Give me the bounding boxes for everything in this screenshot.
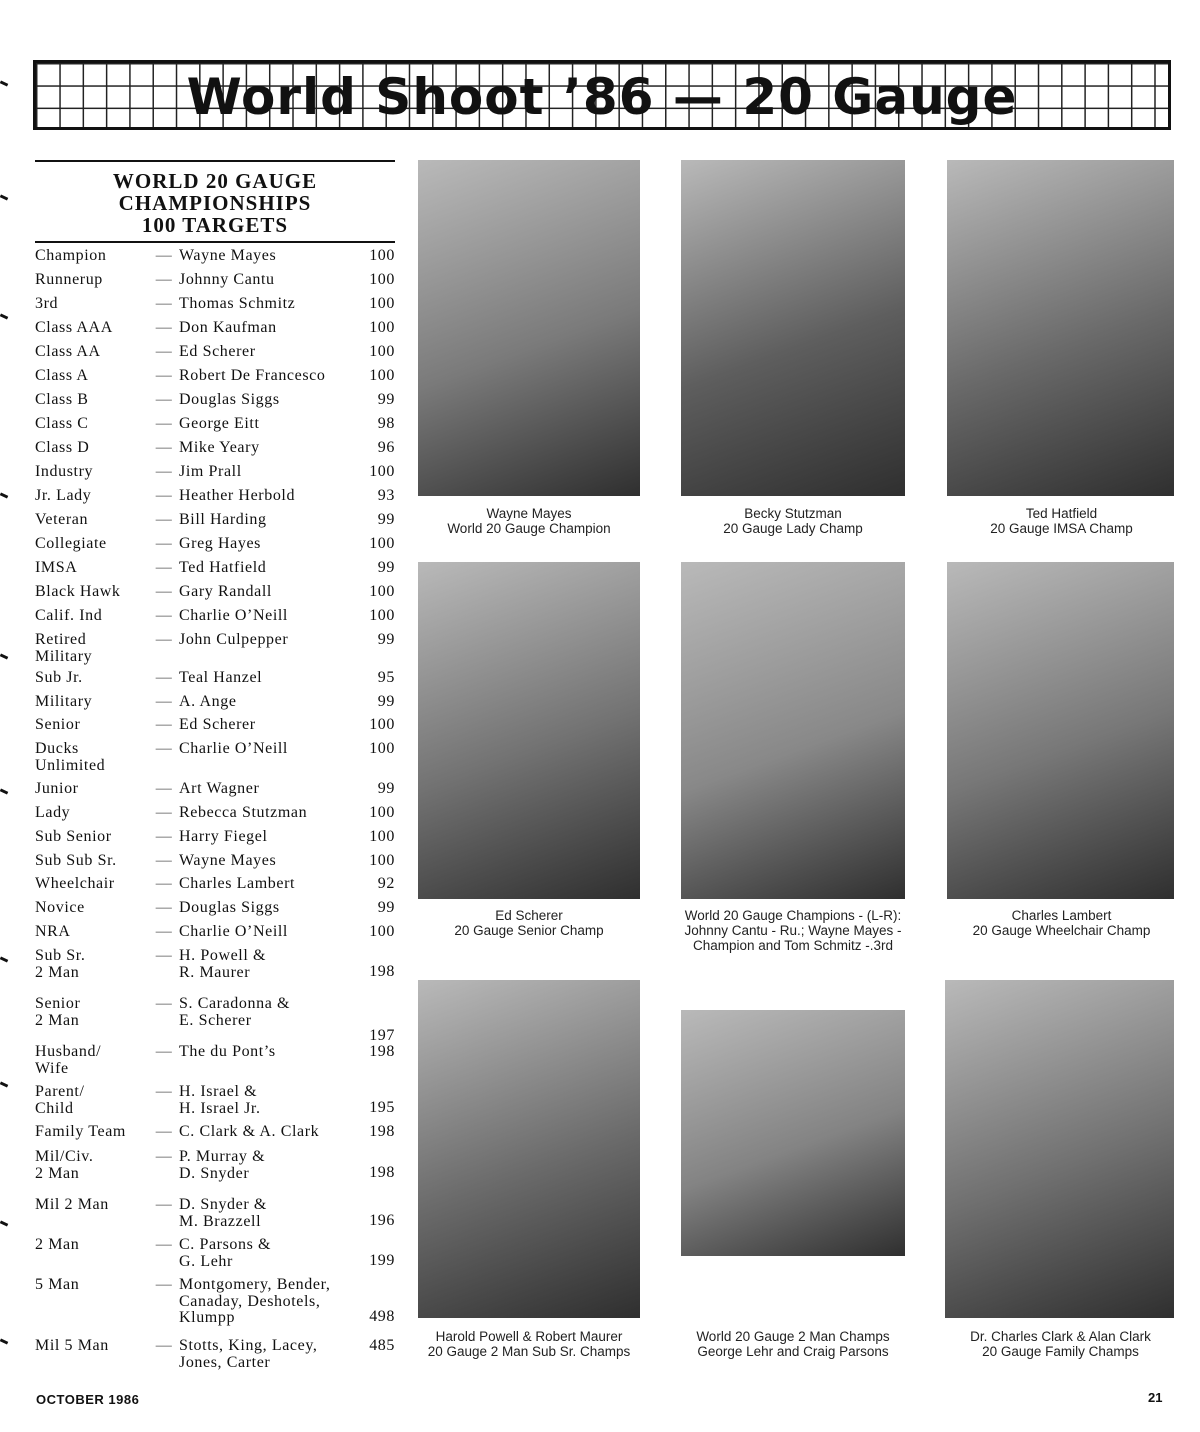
result-score: 100 bbox=[369, 923, 395, 940]
result-category: Senior 2 Man bbox=[35, 995, 81, 1029]
result-score: 100 bbox=[369, 828, 395, 845]
issue-date: OCTOBER 1986 bbox=[36, 1392, 140, 1407]
result-category: Mil 2 Man bbox=[35, 1196, 109, 1213]
result-name: Stotts, King, Lacey, Jones, Carter bbox=[179, 1337, 318, 1371]
result-dash: — bbox=[155, 947, 173, 964]
photo-caption: World 20 Gauge 2 Man Champs George Lehr and Craig Parsons bbox=[696, 1329, 890, 1359]
result-category: Retired Military bbox=[35, 631, 93, 665]
result-name: S. Caradonna & E. Scherer bbox=[179, 995, 291, 1029]
result-dash: — bbox=[155, 995, 173, 1012]
photo bbox=[418, 980, 640, 1318]
result-category: NRA bbox=[35, 923, 71, 940]
result-dash: — bbox=[155, 716, 173, 733]
result-score: 100 bbox=[369, 343, 395, 360]
result-category: Junior bbox=[35, 780, 79, 797]
result-score: 485 bbox=[369, 1337, 395, 1354]
result-score: 96 bbox=[377, 439, 395, 456]
result-category: Runnerup bbox=[35, 271, 103, 288]
result-dash: — bbox=[155, 923, 173, 940]
margin-mark bbox=[0, 788, 8, 794]
result-category: Calif. Ind bbox=[35, 607, 103, 624]
result-category: Senior bbox=[35, 716, 81, 733]
margin-mark bbox=[0, 653, 8, 659]
result-score: 196 bbox=[369, 1212, 395, 1229]
result-name: Robert De Francesco bbox=[179, 367, 326, 384]
result-name: The du Pont’s bbox=[179, 1043, 276, 1060]
result-name: Harry Fiegel bbox=[179, 828, 268, 845]
result-name: Charles Lambert bbox=[179, 875, 296, 892]
result-category: Class AA bbox=[35, 343, 101, 360]
photo-caption: World 20 Gauge Champions - (L-R): Johnny Cantu - Ru.; Wayne Mayes - Champion and Tom Schmitz -.3rd bbox=[684, 908, 902, 953]
result-category: Class A bbox=[35, 367, 89, 384]
result-name: D. Snyder & M. Brazzell bbox=[179, 1196, 267, 1230]
result-name: Bill Harding bbox=[179, 511, 267, 528]
result-dash: — bbox=[155, 247, 173, 264]
result-category: Sub Jr. bbox=[35, 669, 83, 686]
result-category: Sub Sr. 2 Man bbox=[35, 947, 86, 981]
result-dash: — bbox=[155, 487, 173, 504]
result-dash: — bbox=[155, 693, 173, 710]
result-category: 3rd bbox=[35, 295, 59, 312]
result-score: 99 bbox=[377, 899, 395, 916]
result-score: 100 bbox=[369, 583, 395, 600]
result-category: Veteran bbox=[35, 511, 89, 528]
photo bbox=[418, 160, 640, 496]
result-score: 100 bbox=[369, 804, 395, 821]
result-dash: — bbox=[155, 463, 173, 480]
result-name: Douglas Siggs bbox=[179, 391, 280, 408]
margin-mark bbox=[0, 194, 8, 200]
result-dash: — bbox=[155, 1337, 173, 1354]
result-category: Class B bbox=[35, 391, 89, 408]
result-dash: — bbox=[155, 295, 173, 312]
result-dash: — bbox=[155, 875, 173, 892]
result-dash: — bbox=[155, 1083, 173, 1100]
result-name: Rebecca Stutzman bbox=[179, 804, 308, 821]
result-score: 99 bbox=[377, 391, 395, 408]
result-score: 198 bbox=[369, 1043, 395, 1060]
page-number: 21 bbox=[1148, 1390, 1163, 1405]
result-score: 93 bbox=[377, 487, 395, 504]
result-name: P. Murray & D. Snyder bbox=[179, 1148, 266, 1182]
margin-mark bbox=[0, 492, 8, 498]
result-dash: — bbox=[155, 1123, 173, 1140]
result-category: Class D bbox=[35, 439, 90, 456]
result-dash: — bbox=[155, 559, 173, 576]
photo bbox=[418, 562, 640, 899]
photo-caption: Ed Scherer 20 Gauge Senior Champ bbox=[454, 908, 604, 938]
result-category: Class AAA bbox=[35, 319, 113, 336]
result-dash: — bbox=[155, 511, 173, 528]
result-category: Mil 5 Man bbox=[35, 1337, 109, 1354]
result-score: 95 bbox=[377, 669, 395, 686]
result-dash: — bbox=[155, 631, 173, 648]
result-name: C. Clark & A. Clark bbox=[179, 1123, 320, 1140]
result-score: 100 bbox=[369, 319, 395, 336]
result-category: Black Hawk bbox=[35, 583, 121, 600]
result-name: H. Powell & R. Maurer bbox=[179, 947, 267, 981]
result-score: 99 bbox=[377, 511, 395, 528]
result-category: Ducks Unlimited bbox=[35, 740, 106, 774]
result-dash: — bbox=[155, 535, 173, 552]
result-score: 99 bbox=[377, 631, 395, 648]
result-score: 100 bbox=[369, 463, 395, 480]
result-score: 100 bbox=[369, 740, 395, 757]
result-dash: — bbox=[155, 367, 173, 384]
result-score: 195 bbox=[369, 1099, 395, 1116]
result-category: Sub Sub Sr. bbox=[35, 852, 117, 869]
result-category: Military bbox=[35, 693, 93, 710]
result-name: Greg Hayes bbox=[179, 535, 261, 552]
result-name: Charlie O’Neill bbox=[179, 607, 288, 624]
result-name: Ed Scherer bbox=[179, 716, 256, 733]
margin-mark bbox=[0, 1081, 8, 1087]
result-score: 198 bbox=[369, 963, 395, 980]
result-dash: — bbox=[155, 1196, 173, 1213]
result-score: 498 bbox=[369, 1308, 395, 1325]
result-score: 99 bbox=[377, 559, 395, 576]
photo bbox=[947, 160, 1174, 496]
result-dash: — bbox=[155, 607, 173, 624]
result-score: 100 bbox=[369, 247, 395, 264]
result-dash: — bbox=[155, 669, 173, 686]
result-category: Collegiate bbox=[35, 535, 107, 552]
photo-caption: Becky Stutzman 20 Gauge Lady Champ bbox=[723, 506, 863, 536]
result-name: Wayne Mayes bbox=[179, 247, 277, 264]
photo-caption: Dr. Charles Clark & Alan Clark 20 Gauge Family Champs bbox=[970, 1329, 1151, 1359]
photo-caption: Charles Lambert 20 Gauge Wheelchair Champ bbox=[972, 908, 1151, 938]
result-score: 99 bbox=[377, 693, 395, 710]
result-dash: — bbox=[155, 271, 173, 288]
result-category: Champion bbox=[35, 247, 107, 264]
result-name: Charlie O’Neill bbox=[179, 740, 288, 757]
result-score: 197 bbox=[369, 1027, 395, 1044]
result-category: IMSA bbox=[35, 559, 78, 576]
result-name: A. Ange bbox=[179, 693, 237, 710]
result-name: Johnny Cantu bbox=[179, 271, 275, 288]
photo bbox=[947, 562, 1174, 899]
result-score: 100 bbox=[369, 535, 395, 552]
result-category: Industry bbox=[35, 463, 94, 480]
result-dash: — bbox=[155, 439, 173, 456]
result-score: 100 bbox=[369, 295, 395, 312]
result-category: Class C bbox=[35, 415, 89, 432]
result-score: 100 bbox=[369, 716, 395, 733]
result-dash: — bbox=[155, 899, 173, 916]
result-dash: — bbox=[155, 319, 173, 336]
result-name: Art Wagner bbox=[179, 780, 260, 797]
result-dash: — bbox=[155, 1236, 173, 1253]
result-category: 2 Man bbox=[35, 1236, 80, 1253]
margin-mark bbox=[0, 80, 8, 86]
result-category: Family Team bbox=[35, 1123, 126, 1140]
result-dash: — bbox=[155, 343, 173, 360]
result-category: Parent/ Child bbox=[35, 1083, 85, 1117]
margin-mark bbox=[0, 1220, 8, 1226]
result-name: Wayne Mayes bbox=[179, 852, 277, 869]
result-category: 5 Man bbox=[35, 1276, 80, 1293]
result-score: 100 bbox=[369, 852, 395, 869]
result-category: Sub Senior bbox=[35, 828, 112, 845]
photo-caption: Harold Powell & Robert Maurer 20 Gauge 2 Man Sub Sr. Champs bbox=[427, 1329, 631, 1359]
result-name: Teal Hanzel bbox=[179, 669, 263, 686]
result-dash: — bbox=[155, 583, 173, 600]
results-heading bbox=[35, 160, 395, 243]
photo bbox=[681, 1010, 905, 1256]
result-score: 99 bbox=[377, 780, 395, 797]
result-name: Montgomery, Bender, Canaday, Deshotels, Klumpp bbox=[179, 1276, 331, 1326]
margin-mark bbox=[0, 1338, 8, 1344]
result-dash: — bbox=[155, 1276, 173, 1293]
result-name: John Culpepper bbox=[179, 631, 289, 648]
result-category: Jr. Lady bbox=[35, 487, 92, 504]
result-dash: — bbox=[155, 1043, 173, 1060]
title-banner bbox=[33, 60, 1171, 130]
result-name: Don Kaufman bbox=[179, 319, 277, 336]
result-name: Mike Yeary bbox=[179, 439, 260, 456]
margin-mark bbox=[0, 313, 8, 319]
result-name: Ed Scherer bbox=[179, 343, 256, 360]
result-dash: — bbox=[155, 852, 173, 869]
result-name: Heather Herbold bbox=[179, 487, 296, 504]
result-category: Lady bbox=[35, 804, 71, 821]
result-score: 198 bbox=[369, 1123, 395, 1140]
photo-caption: Wayne Mayes World 20 Gauge Champion bbox=[447, 506, 611, 536]
result-category: Mil/Civ. 2 Man bbox=[35, 1148, 94, 1182]
result-name: C. Parsons & G. Lehr bbox=[179, 1236, 272, 1270]
result-category: Husband/ Wife bbox=[35, 1043, 102, 1077]
result-name: Ted Hatfield bbox=[179, 559, 267, 576]
result-score: 100 bbox=[369, 367, 395, 384]
result-score: 98 bbox=[377, 415, 395, 432]
result-score: 92 bbox=[377, 875, 395, 892]
result-score: 199 bbox=[369, 1252, 395, 1269]
result-name: H. Israel & H. Israel Jr. bbox=[179, 1083, 261, 1117]
results-heading-text: WORLD 20 GAUGE CHAMPIONSHIPS 100 TARGETS bbox=[112, 169, 318, 237]
photo bbox=[681, 562, 905, 899]
result-dash: — bbox=[155, 780, 173, 797]
result-name: Jim Prall bbox=[179, 463, 242, 480]
result-dash: — bbox=[155, 804, 173, 821]
result-dash: — bbox=[155, 740, 173, 757]
photo bbox=[681, 160, 905, 496]
result-name: George Eitt bbox=[179, 415, 260, 432]
photo bbox=[945, 980, 1174, 1318]
result-dash: — bbox=[155, 828, 173, 845]
result-score: 100 bbox=[369, 607, 395, 624]
result-dash: — bbox=[155, 391, 173, 408]
margin-mark bbox=[0, 956, 8, 962]
page-title: World Shoot ’86 — 20 Gauge bbox=[186, 68, 1018, 126]
result-dash: — bbox=[155, 1148, 173, 1165]
result-name: Gary Randall bbox=[179, 583, 272, 600]
result-score: 198 bbox=[369, 1164, 395, 1181]
photo-caption: Ted Hatfield 20 Gauge IMSA Champ bbox=[990, 506, 1133, 536]
result-category: Novice bbox=[35, 899, 85, 916]
result-name: Douglas Siggs bbox=[179, 899, 280, 916]
result-dash: — bbox=[155, 415, 173, 432]
result-category: Wheelchair bbox=[35, 875, 115, 892]
result-score: 100 bbox=[369, 271, 395, 288]
result-name: Charlie O’Neill bbox=[179, 923, 288, 940]
result-name: Thomas Schmitz bbox=[179, 295, 296, 312]
